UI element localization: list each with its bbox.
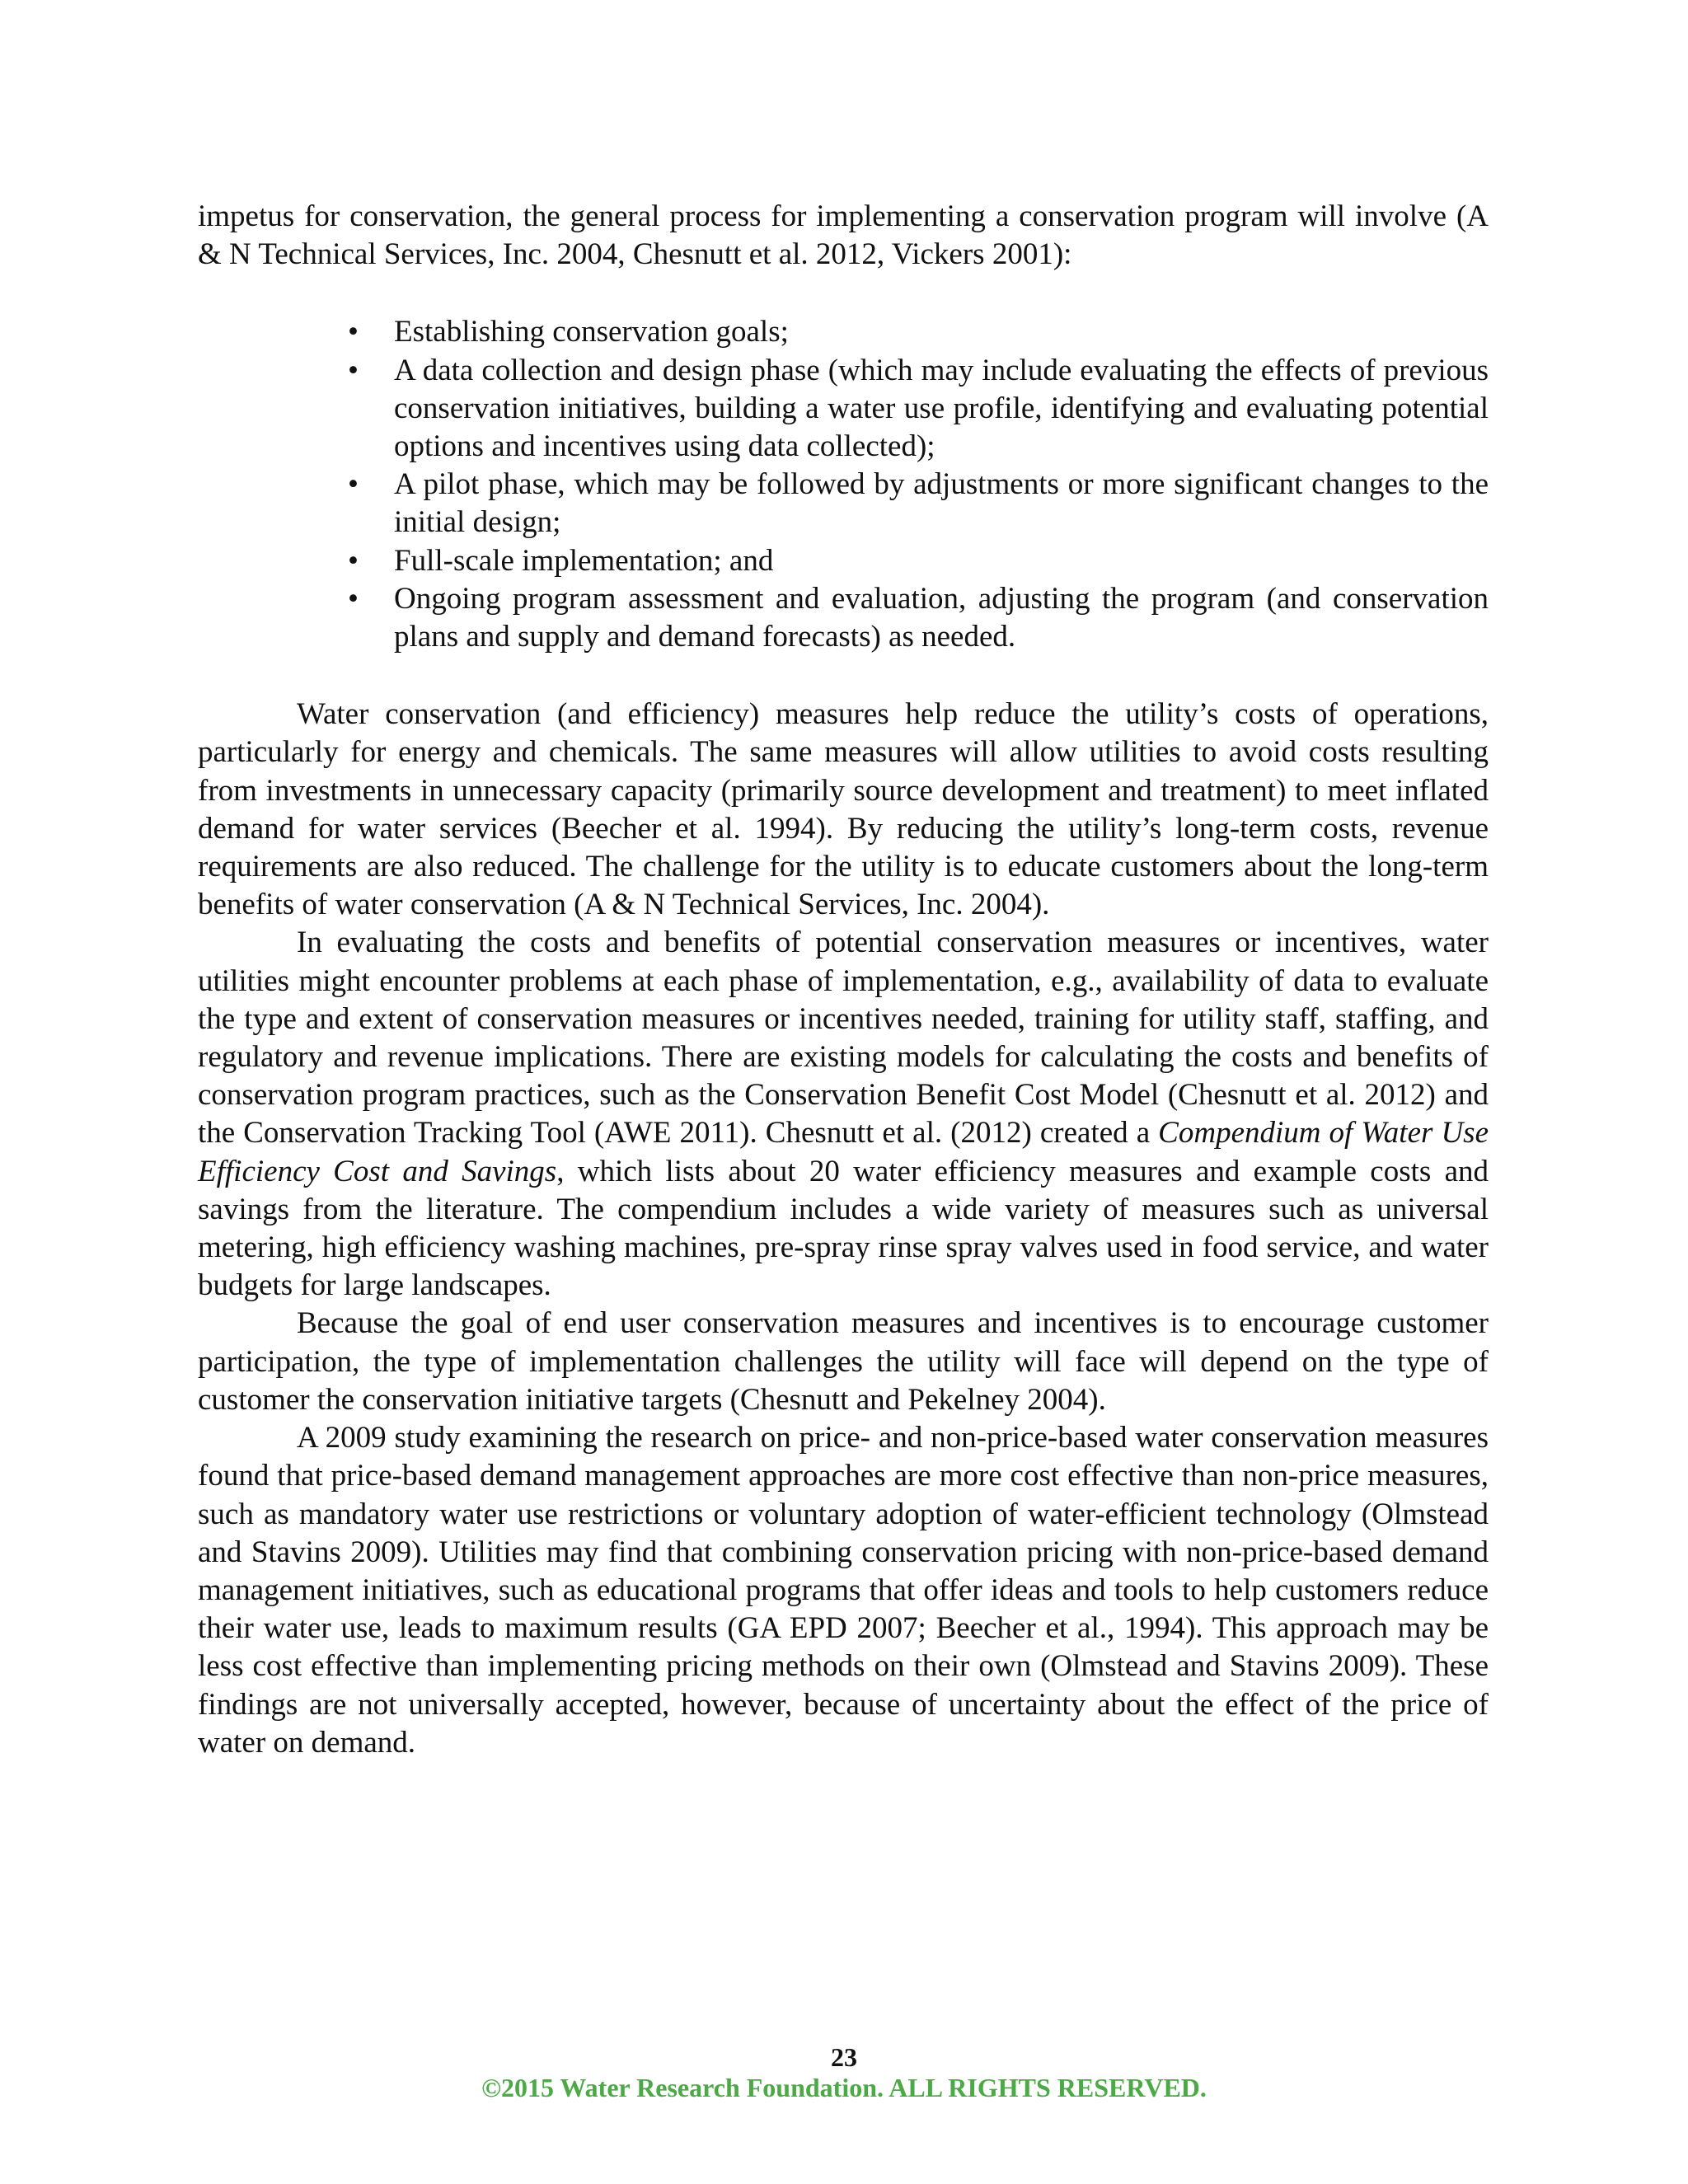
list-item-text: A pilot phase, which may be followed by adjustments or more significant changes to the initial design;: [394, 467, 1489, 540]
implementation-steps-list: [198, 313, 1489, 656]
bullet-icon: •: [348, 315, 359, 349]
paragraph-utility-costs: Water conservation (and efficiency) measures help reduce the utility’s costs of operations, particularly for energy and chemicals. The same measures will allow utilities to avoid costs resulting from investments in unnecessary capacity (primarily source development and treatment) to meet inflated demand for water services (Beecher et al. 1994). By reducing the utility’s long-term costs, revenue requirements are also reduced. The challenge for the utility is to educate customers about the long-term benefits of water conservation (A & N Technical Services, Inc. 2004).: [198, 697, 1489, 922]
list-item: [348, 542, 1489, 580]
bullet-icon: •: [348, 467, 359, 502]
paragraph-pricing-study: A 2009 study examining the research on price- and non-price-based water conservation measures found that price-based demand management approaches are more cost effective than non-price measures, such as mandatory water use restrictions or voluntary adoption of water-efficient technology (Olmstead and Stavins 2009). Utilities may find that combining conservation pricing with non-price-based demand management initiatives, such as educational programs that offer ideas and tools to help customers reduce their water use, leads to maximum results (GA EPD 2007; Beecher et al., 1994). This approach may be less cost effective than implementing pricing methods on their own (Olmstead and Stavins 2009). These findings are not universally accepted, however, because of uncertainty about the effect of the price of water on demand.: [198, 1421, 1489, 1760]
list-item: [348, 580, 1489, 656]
bullet-icon: •: [348, 581, 359, 616]
page-number: 23: [831, 2042, 857, 2072]
page-body: [198, 198, 1489, 1762]
list-item-text: Full-scale implementation; and: [394, 543, 774, 578]
intro-paragraph: impetus for conservation, the general process for implementing a conservation program will involve (A & N Technical Services, Inc. 2004, Chesnutt et al. 2012, Vickers 2001):: [198, 199, 1489, 272]
list-item-text: Ongoing program assessment and evaluation, adjusting the program (and conservation plans and supply and demand forecasts) as needed.: [394, 581, 1489, 654]
list-item: [348, 313, 1489, 351]
paragraph-customer-participation: Because the goal of end user conservation measures and incentives is to encourage customer participation, the type of implementation challenges the utility will face will depend on the type of customer the conservation initiative targets (Chesnutt and Pekelney 2004).: [198, 1306, 1489, 1417]
list-item-text: Establishing conservation goals;: [394, 315, 789, 349]
bullet-icon: •: [348, 543, 359, 578]
paragraph-text: , which lists about 20 water efficiency measures and example costs and savings from the literature. The compendium includes a wide variety of measures such as universal metering, high efficiency washing machines, pre-spray rinse spray valves used in food service, and water budgets for large landscapes.: [198, 1154, 1489, 1303]
paragraph-costs-benefits: [198, 924, 1489, 1305]
paragraph-text: In evaluating the costs and benefits of potential conservation measures or incentives, water utilities might encounter problems at each phase of implementation, e.g., availability of data to evaluate the type and extent of conservation measures or incentives needed, training for utility staff, staffing, and regulatory and revenue implications. There are existing models for calculating the costs and benefits of conservation program practices, such as the Conservation Benefit Cost Model (Chesnutt et al. 2012) and the Conservation Tracking Tool (AWE 2011). Chesnutt et al. (2012) created a: [198, 926, 1489, 1151]
list-item-text: A data collection and design phase (which may include evaluating the effects of previous conservation initiatives, building a water use profile, identifying and evaluating potential options and incentives using data collected);: [394, 353, 1489, 464]
bullet-icon: •: [348, 353, 359, 387]
copyright-notice: ©2015 Water Research Foundation. ALL RIGHTS RESERVED.: [481, 2073, 1207, 2102]
list-item: [348, 352, 1489, 466]
compendium-title: Compendium of Water Use Efficiency Cost and Savings: [198, 1116, 1489, 1188]
list-item: [348, 466, 1489, 541]
